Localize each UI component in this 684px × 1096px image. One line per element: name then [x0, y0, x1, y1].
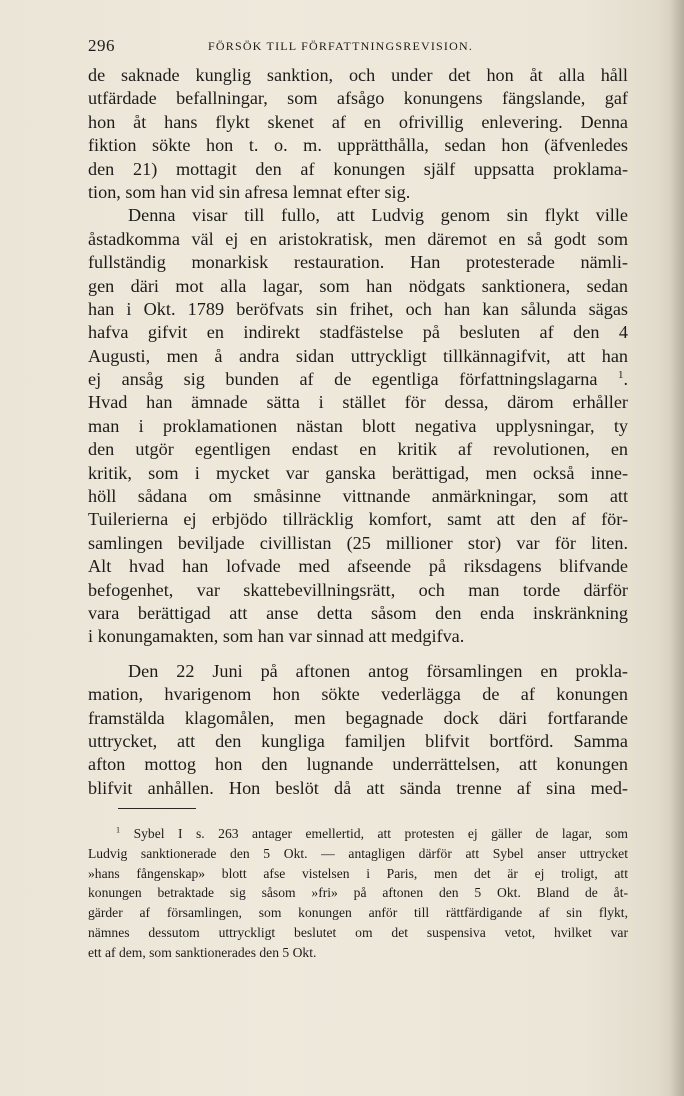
text-line: blifvit anhållen. Hon beslöt då att sända trenne af sina med- [88, 777, 628, 798]
page-header [88, 36, 628, 56]
page-edge-shadow [670, 0, 684, 1096]
text-line: i konungamakten, som han var sinnad att medgifva. [88, 626, 465, 647]
text-line: tion, som han vid sin afresa lemnat efter sig. [88, 181, 411, 202]
page-number: 296 [88, 36, 115, 55]
text-line: hafva gifvit en indirekt stadfästelse på besluten af den 4 [88, 322, 628, 343]
text-line-with-footnote-ref: ej ansåg sig bunden af de egentliga författningslagarna $^1$. [88, 369, 628, 390]
footnote-line: nämnes dessutom uttryckligt beslutet om det suspensiva vetot, hvilket var [88, 924, 628, 940]
footnote-line: Ludvig sanktionerade den 5 Okt. — antagligen därför att Sybel anser uttrycket [88, 845, 628, 861]
text-line: fullständig monarkisk restauration. Han protesterade nämli- [88, 252, 628, 273]
footnotes [88, 824, 628, 963]
text-line: befogenhet, var skattebevillningsrätt, och man torde därför [88, 579, 628, 600]
text-line: Den 22 Juni på aftonen antog församlingen en prokla- [128, 660, 628, 681]
text-line: framstälda klagomålen, men begagnade dock däri fortfarande [88, 707, 628, 728]
text-line: Hvad han ämnade sätta i stället för dessa, därom erhåller [88, 392, 628, 413]
text-line: höll sådana om småsinne vittnande anmärkningar, som att [88, 486, 628, 507]
text-line-content: ej ansåg sig bunden af de egentliga författningslagarna [88, 369, 598, 390]
text-line: fiktion sökte hon t. o. m. upprätthålla, sedan hon (äfvenledes [88, 135, 628, 156]
footnote-line: »hans fångenskap» blott afse vistelsen i Paris, men det är ej troligt, att [88, 865, 628, 881]
text-line: den utgör egentligen endast en kritik af revolutionen, en [88, 439, 628, 460]
footnote-separator [118, 808, 196, 809]
main-text [88, 64, 628, 800]
text-line: Augusti, men å andra sidan uttryckligt tillkännagifvit, att han [88, 345, 628, 366]
text-line: den 21) mottagit den af konungen själf uppsatta proklama- [88, 158, 628, 179]
text-line: samlingen beviljade civillistan (25 millioner stor) var för liten. [88, 532, 628, 553]
text-line: man i proklamationen nästan blott negativa upplysningar, ty [88, 415, 628, 436]
text-line: uttrycket, att den kungliga familjen blifvit bortförd. Samma [88, 730, 628, 751]
footnote-line: gärder af församlingen, som konungen anför till rättfärdigande af sin flykt, [88, 905, 628, 921]
text-line: hon åt hans flykt skenet af en ofrivillig enlevering. Denna [88, 111, 628, 132]
text-line: afton mottog hon den lugnande underrättelsen, att konungen [88, 754, 628, 775]
footnote-marker: 1 [116, 825, 121, 835]
text-line: Denna visar till fullo, att Ludvig genom sin flykt ville [128, 205, 628, 226]
footnote-line: ett af dem, som sanktionerades den 5 Okt. [88, 944, 317, 960]
footnote-line-with-marker [88, 824, 628, 844]
text-line: Tuilerierna ej erbjödo tillräcklig komfort, samt att den af för- [88, 509, 628, 530]
footnote-reference: 1 [618, 369, 624, 382]
text-line: åstadkomma väl ej en aristokratisk, men däremot en så godt som [88, 228, 628, 249]
running-head: FÖRSÖK TILL FÖRFATTNINGSREVISION. [208, 39, 474, 53]
footnote-text: Sybel I s. 263 antager emellertid, att protesten ej gäller de lagar, som [133, 826, 628, 841]
text-line: Alt hvad han lofvade med afseende på riksdagens blifvande [88, 556, 628, 577]
text-line: han i Okt. 1789 beröfvats sin frihet, och han kan sålunda sägas [88, 298, 628, 319]
text-line: kritik, som i mycket var ganska berättigad, men också inne- [88, 462, 628, 483]
text-line: de saknade kunglig sanktion, och under det hon åt alla håll [88, 65, 628, 85]
footnote-line: konungen betraktade sig såsom »fri» på aftonen den 5 Okt. Bland de åt- [88, 885, 628, 901]
text-line: gen däri mot alla lagar, som han nödgats sanktionera, sedan [88, 275, 628, 296]
text-line: mation, hvarigenom hon sökte vederlägga de af konungen [88, 684, 628, 705]
text-line: vara berättigad att anse detta såsom den enda inskränkning [88, 602, 628, 623]
text-line: utfärdade befallningar, som afsågo konungens fängslande, gaf [88, 88, 628, 109]
paragraph-gap [88, 649, 628, 660]
